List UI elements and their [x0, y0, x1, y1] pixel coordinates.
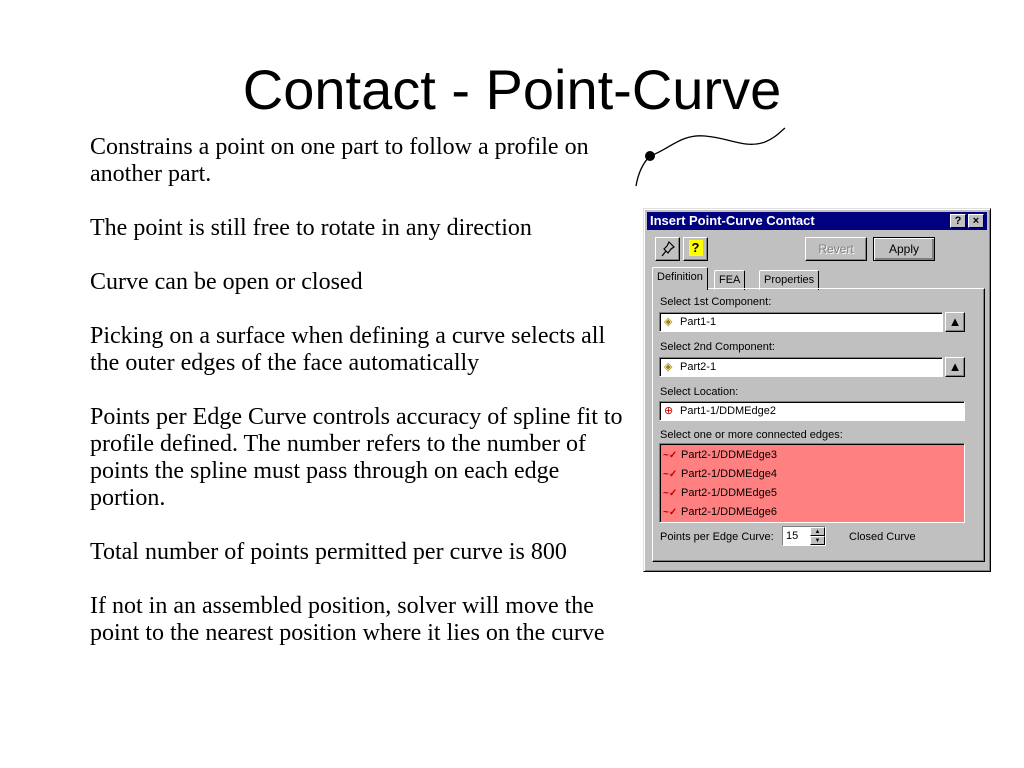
- edges-label: Select one or more connected edges:: [660, 429, 843, 441]
- first-component-value: Part1-1: [680, 316, 717, 328]
- apply-button[interactable]: Apply: [873, 237, 935, 261]
- curve-line: [650, 128, 785, 156]
- points-per-edge-value: 15: [786, 530, 799, 542]
- first-component-pick-button[interactable]: [945, 312, 965, 332]
- tree-pick-icon: ▲: [948, 314, 962, 329]
- slide-title: Contact - Point-Curve: [242, 58, 782, 121]
- bullet-item: Picking on a surface when defining a curve selects all the outer edges of the face automatically: [90, 323, 606, 376]
- second-component-field[interactable]: [659, 357, 943, 377]
- pushpin-icon: [661, 241, 675, 257]
- spin-up-icon[interactable]: ▲: [810, 527, 825, 536]
- edge-curve-icon: ~✓: [663, 507, 678, 518]
- tab-definition[interactable]: Definition: [652, 267, 708, 290]
- question-icon: ?: [689, 240, 703, 256]
- second-component-label: Select 2nd Component:: [660, 341, 775, 353]
- part-icon: ◈: [664, 361, 673, 373]
- tab-properties[interactable]: Properties: [759, 270, 819, 290]
- bullet-item: Constrains a point on one part to follow a profile on another part.: [90, 134, 589, 187]
- insert-point-curve-dialog: [643, 208, 991, 572]
- help-button[interactable]: [683, 237, 708, 261]
- point-on-curve-illustration: [630, 124, 790, 188]
- second-component-pick-button[interactable]: [945, 357, 965, 377]
- pin-button[interactable]: [655, 237, 680, 261]
- help-title-button[interactable]: ?: [950, 214, 966, 228]
- second-component-value: Part2-1: [680, 361, 717, 373]
- points-per-edge-label: Points per Edge Curve:: [660, 531, 774, 543]
- list-item[interactable]: ~✓ Part2-1/DDMEdge4: [663, 465, 964, 484]
- bullet-list: [90, 134, 635, 674]
- tree-pick-icon: ▲: [948, 359, 962, 374]
- part-icon: ◈: [664, 316, 673, 328]
- point-target-icon: ⊕: [664, 405, 674, 417]
- edge-curve-icon: ~✓: [663, 450, 678, 461]
- edge-curve-icon: ~✓: [663, 488, 678, 499]
- dialog-titlebar[interactable]: [647, 212, 987, 230]
- spin-down-icon[interactable]: ▼: [810, 536, 825, 545]
- list-item[interactable]: ~✓ Part2-1/DDMEdge3: [663, 446, 964, 465]
- points-per-edge-stepper[interactable]: [782, 526, 826, 546]
- contact-point: [645, 151, 655, 161]
- dialog-title: Insert Point-Curve Contact: [650, 213, 815, 228]
- bullet-item: The point is still free to rotate in any direction: [90, 215, 532, 241]
- location-field[interactable]: [659, 401, 965, 421]
- list-item[interactable]: ~✓ Part2-1/DDMEdge6: [663, 503, 964, 522]
- first-component-field[interactable]: [659, 312, 943, 332]
- location-value: Part1-1/DDMEdge2: [680, 405, 776, 417]
- closed-curve-label: Closed Curve: [849, 531, 916, 543]
- bullet-item: Curve can be open or closed: [90, 269, 363, 295]
- bullet-item: Points per Edge Curve controls accuracy of spline fit to profile defined. The number refers to the number of points the spline must pass through on each edge portion.: [90, 404, 623, 511]
- edge-curve-icon: ~✓: [663, 469, 678, 480]
- bullet-item: Total number of points permitted per curve is 800: [90, 539, 567, 565]
- location-label: Select Location:: [660, 386, 739, 398]
- edges-list[interactable]: [659, 443, 965, 523]
- revert-button[interactable]: Revert: [805, 237, 867, 261]
- list-item[interactable]: ~✓ Part2-1/DDMEdge5: [663, 484, 964, 503]
- close-button[interactable]: ×: [968, 214, 984, 228]
- bullet-item: If not in an assembled position, solver will move the point to the nearest position where it lies on the curve: [90, 593, 605, 646]
- tab-fea[interactable]: FEA: [714, 270, 745, 290]
- first-component-label: Select 1st Component:: [660, 296, 772, 308]
